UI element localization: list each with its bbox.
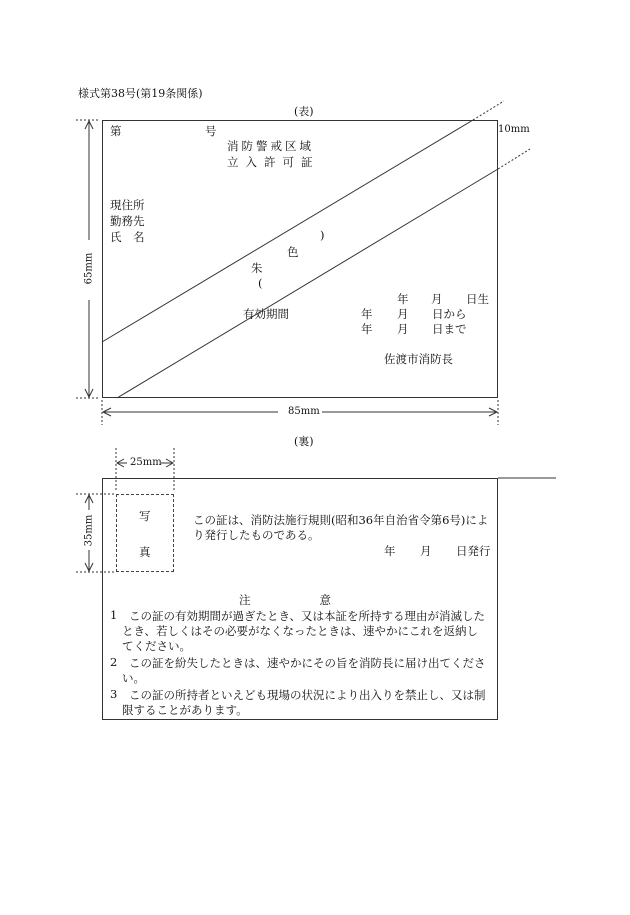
form-heading: 様式第38号(第19条関係) [78, 87, 203, 100]
to-day: 日まで [432, 322, 467, 336]
height-dimension-label: 65mm [83, 252, 95, 285]
stripe-extension-upper [473, 101, 504, 120]
note-2-line1: この証を紛失したときは、速やかにその旨を消防長に届け出てくださ [129, 656, 486, 670]
issue-day: 日発行 [456, 544, 491, 558]
vermilion-char: 朱 [251, 261, 263, 275]
name-label: 氏 名 [110, 230, 145, 244]
stripe-dimension-label: 10mm [498, 124, 530, 135]
birth-day: 日生 [466, 292, 489, 306]
card-title-line1: 消防警戒区域 [227, 139, 314, 153]
note-3-number: 3 [110, 687, 118, 701]
color-char: 色 [287, 245, 299, 259]
number-prefix: 第 [110, 124, 122, 138]
photo-char2: 真 [139, 545, 151, 559]
photo-height-label: 35mm [83, 514, 95, 547]
color-paren-open: ( [258, 276, 263, 290]
stripe-extension-lower [498, 149, 530, 169]
photo-placeholder [116, 494, 174, 572]
photo-width-label: 25mm [130, 457, 162, 468]
width-dimension-label: 85mm [288, 406, 320, 417]
front-side-label: (表) [294, 105, 314, 118]
back-side-label: (裏) [294, 435, 314, 448]
note-1-line3: てください。 [122, 639, 191, 653]
from-month: 月 [397, 307, 409, 321]
note-1-line2: とき、若しくはその必要がなくなったときは、速やかにこれを返納し [122, 624, 479, 638]
note-3-line2: 限することがあります。 [122, 703, 248, 717]
issue-month: 月 [420, 544, 432, 558]
photo-char1: 写 [139, 509, 151, 523]
note-2-number: 2 [110, 655, 118, 669]
note-2-line2: い。 [122, 671, 145, 685]
notes-title: 注 意 [239, 593, 331, 607]
number-suffix: 号 [205, 124, 217, 138]
from-day: 日から [432, 307, 467, 321]
to-month: 月 [397, 322, 409, 336]
statement-line1: この証は、消防法施行規則(昭和36年自治省令第6号)によ [193, 513, 489, 527]
birth-year: 年 [397, 292, 409, 306]
note-3-line1: この証の所持者といえども現場の状況により出入りを禁止し、又は制 [129, 688, 486, 702]
note-1-number: 1 [110, 608, 118, 622]
validity-label: 有効期間 [243, 307, 289, 321]
birth-month: 月 [431, 292, 443, 306]
from-year: 年 [361, 307, 373, 321]
address-label: 現住所 [110, 198, 145, 212]
workplace-label: 勤務先 [110, 214, 145, 228]
statement-line2: り発行したものである。 [193, 528, 320, 542]
issuer-name: 佐渡市消防長 [384, 352, 453, 366]
card-title-line2: 立入許可証 [227, 155, 320, 169]
note-1-line1: この証の有効期間が過ぎたとき、又は本証を所持する理由が消滅した [129, 609, 486, 623]
to-year: 年 [361, 322, 373, 336]
issue-year: 年 [384, 544, 396, 558]
color-paren-close: ) [320, 228, 325, 242]
